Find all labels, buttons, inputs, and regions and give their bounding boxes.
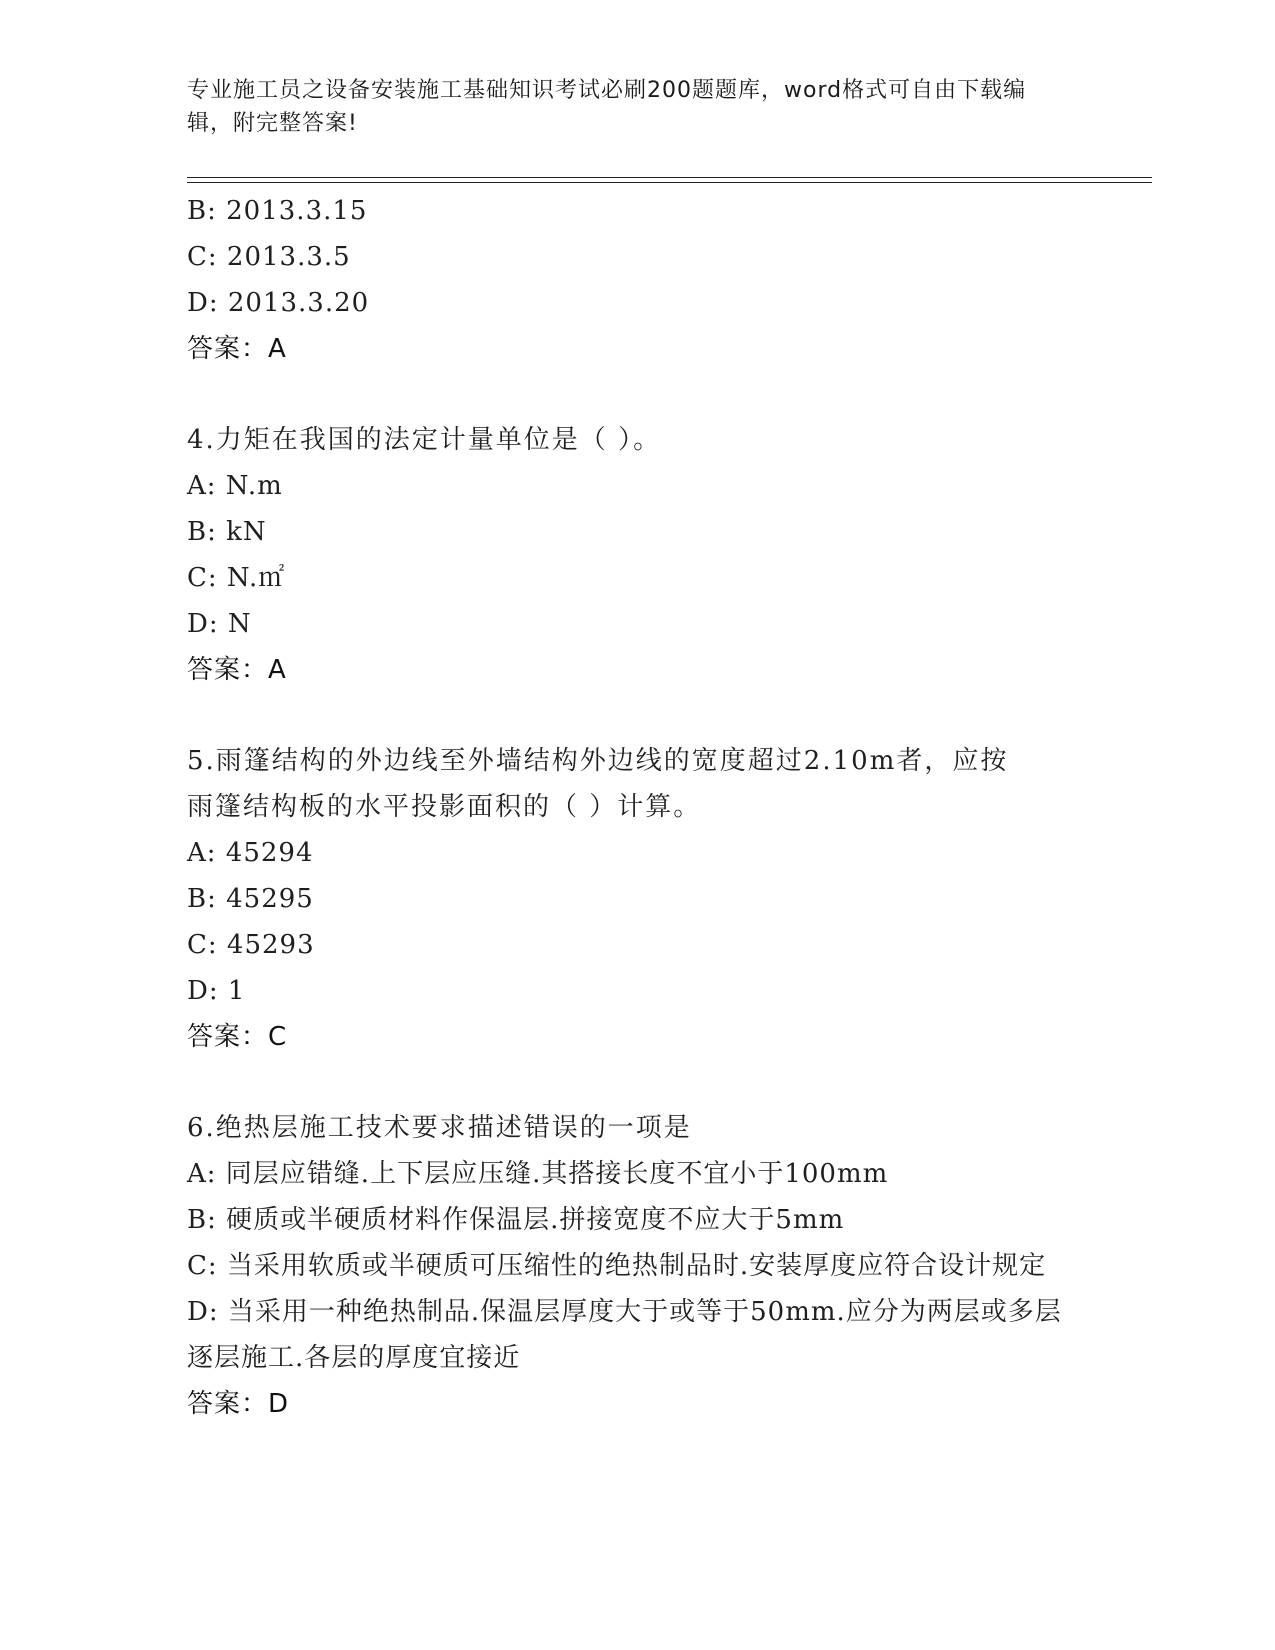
answer-label: 答案：D bbox=[187, 1389, 290, 1419]
option-a: A: 同层应错缝.上下层应压缝.其搭接长度不宜小于100mm bbox=[187, 1159, 889, 1189]
option-a: A: 45294 bbox=[187, 838, 314, 868]
question-4 bbox=[187, 417, 1087, 693]
spacer bbox=[187, 372, 1087, 417]
spacer bbox=[187, 693, 1087, 738]
header-divider-bottom bbox=[187, 182, 1152, 183]
header-divider-top bbox=[187, 177, 1152, 178]
answer-label: 答案：A bbox=[187, 655, 287, 685]
page-header: 专业施工员之设备安装施工基础知识考试必刷200题题库，word格式可自由下载编辑，附完整答案! bbox=[187, 78, 1027, 136]
option-d: D: 当采用一种绝热制品.保温层厚度大于或等于50mm.应分为两层或多层逐层施工.各层的厚度宜接近 bbox=[187, 1297, 1062, 1373]
option-c: C: 45293 bbox=[187, 930, 315, 960]
answer-label: 答案：C bbox=[187, 1022, 288, 1052]
option-b: B: 硬质或半硬质材料作保温层.拼接宽度不应大于5mm bbox=[187, 1205, 845, 1235]
question-text: 4.力矩在我国的法定计量单位是（ ）。 bbox=[187, 425, 662, 455]
question-text: 6.绝热层施工技术要求描述错误的一项是 bbox=[187, 1113, 692, 1143]
option-d: D: 2013.3.20 bbox=[187, 288, 370, 318]
option-c: C: N.㎡ bbox=[187, 563, 286, 593]
question-3-continued bbox=[187, 188, 1087, 372]
option-c: C: 当采用软质或半硬质可压缩性的绝热制品时.安装厚度应符合设计规定 bbox=[187, 1251, 1047, 1281]
question-5 bbox=[187, 738, 1087, 1060]
option-b: B: kN bbox=[187, 517, 267, 547]
option-d: D: N bbox=[187, 609, 252, 639]
option-b: B: 45295 bbox=[187, 884, 314, 914]
spacer bbox=[187, 1060, 1087, 1105]
option-c: C: 2013.3.5 bbox=[187, 242, 351, 272]
option-a: A: N.m bbox=[187, 471, 283, 501]
answer-label: 答案：A bbox=[187, 334, 287, 364]
question-list bbox=[187, 188, 1087, 1427]
option-b: B: 2013.3.15 bbox=[187, 196, 368, 226]
question-text: 5.雨篷结构的外边线至外墙结构外边线的宽度超过2.10m者，应按雨篷结构板的水平投影面积的（ ）计算。 bbox=[187, 746, 1009, 822]
option-d: D: 1 bbox=[187, 976, 246, 1006]
question-6 bbox=[187, 1105, 1087, 1427]
